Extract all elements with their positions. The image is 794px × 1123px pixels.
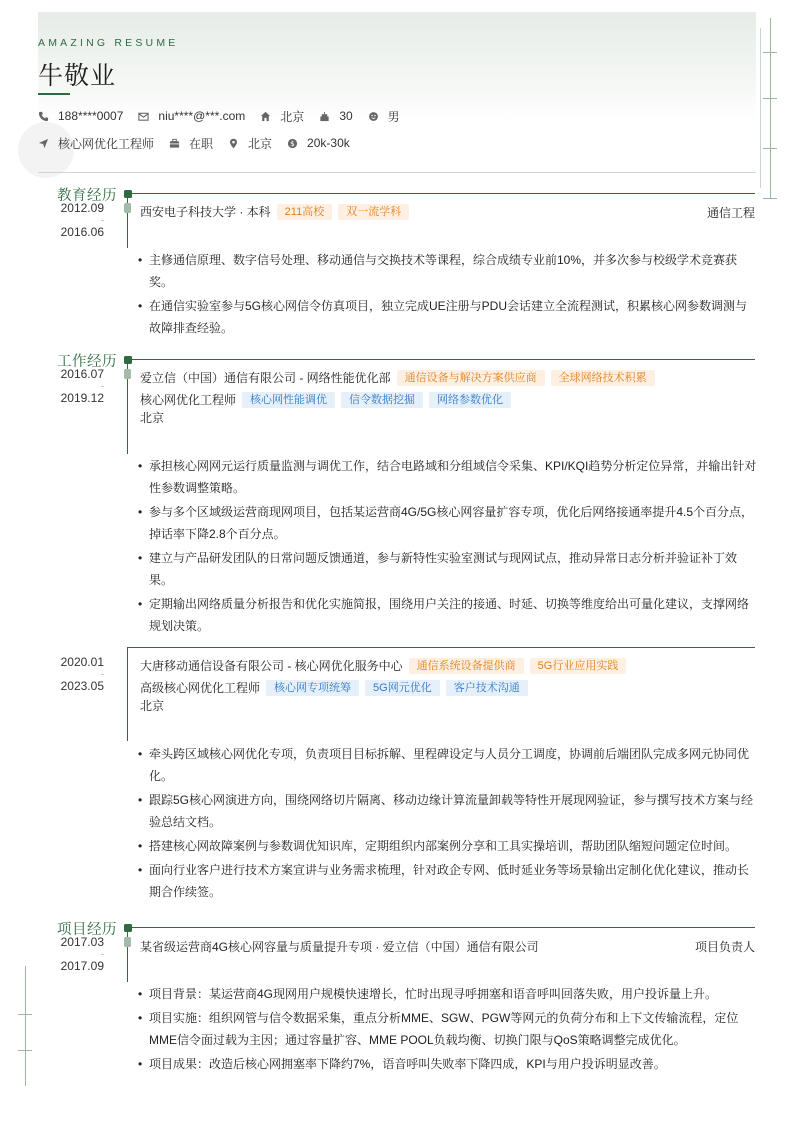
decor-tick [18, 1050, 32, 1051]
email-address: niu****@***.com [158, 109, 246, 123]
decor-tick [763, 198, 777, 199]
school-tag: 211高校 [277, 204, 333, 220]
company-tag: 全球网络技术积累 [551, 370, 655, 386]
target-city: 北京 [248, 136, 273, 151]
header-divider [38, 172, 756, 173]
age: 30 [339, 109, 353, 123]
decor-tick [763, 148, 777, 149]
major: 通信工程 [706, 206, 755, 220]
work-bullets [137, 743, 757, 905]
section-rule [128, 927, 755, 928]
skill-tag: 核心网专项统筹 [266, 680, 359, 696]
hometown: 北京 [280, 109, 305, 124]
expected-salary: 20k-30k [307, 136, 350, 150]
company-tag: 通信系统设备提供商 [409, 658, 524, 674]
company-tag: 5G行业应用实践 [530, 658, 627, 674]
project-start-date: 2017.03 [60, 935, 104, 949]
list-item: • 面向行业客户进行技术方案宣讲与业务需求梳理，针对政企专网、低时延业务等场景输出定制化优化建议，推动长期合作续签。 [137, 859, 757, 903]
list-item: • 参与多个区域级运营商现网项目，包括某运营商4G/5G核心网容量扩容专项，优化后网络接通率提升4.5个百分点，掉话率下降2.8个百分点。 [137, 501, 757, 545]
decor-tick [18, 1014, 32, 1015]
cake-icon [319, 111, 330, 122]
gender: 男 [387, 109, 400, 124]
list-item: • 跟踪5G核心网演进方向，围绕网络切片隔离、移动边缘计算流量卸载等特性开展现网验证，参与撰写技术方案与经验总结文档。 [137, 789, 757, 833]
send-icon [38, 138, 49, 149]
decor-line-right-inner [760, 28, 761, 188]
work-end-date: 2023.05 [60, 679, 104, 693]
list-item: • 搭建核心网故障案例与参数调优知识库，定期组织内部案例分享和工具实操培训，帮助团队缩短问题定位时间。 [137, 835, 757, 857]
date-separator: - [101, 949, 104, 959]
date-separator: - [101, 381, 104, 391]
section-marker [124, 190, 132, 198]
list-item: • 牵头跨区域核心网优化专项，负责项目目标拆解、里程碑设定与人员分工调度，协调前后端团队完成多网元协同优化。 [137, 743, 757, 787]
skill-tag: 核心网性能调优 [242, 392, 335, 408]
section-marker [124, 356, 132, 364]
decor-tick [763, 98, 777, 99]
job-intent-row [38, 135, 365, 151]
list-item: • 在通信实验室参与5G核心网信令仿真项目，独立完成UE注册与PDU会话建立全流程测试，积累核心网参数调测与故障排查经验。 [137, 295, 757, 339]
name-underline [38, 93, 70, 95]
company-row [140, 369, 655, 386]
briefcase-icon [169, 138, 180, 149]
project-name: 某省级运营商4G核心网容量与质量提升专项 · 爱立信（中国）通信有限公司 [140, 940, 539, 954]
location-pin-icon [228, 138, 239, 149]
skill-tag: 信令数据挖掘 [341, 392, 423, 408]
project-end-date: 2017.09 [60, 959, 104, 973]
decor-tick [763, 52, 777, 53]
list-item: • 项目成果：改造后核心网拥塞率下降约7%，语音呼叫失败率下降四成，KPI与用户投诉明显改善。 [137, 1053, 757, 1075]
company-row [140, 657, 626, 674]
gender-icon [368, 111, 379, 122]
phone-icon [38, 111, 49, 122]
salary-icon [287, 138, 298, 149]
target-position: 核心网优化工程师 [58, 136, 155, 151]
job-title: 高级核心网优化工程师 [140, 681, 261, 695]
timeline-marker [124, 369, 131, 379]
section-rule [128, 359, 755, 360]
education-start-date: 2012.09 [60, 201, 104, 215]
company-name: 大唐移动通信设备有限公司 - 核心网优化服务中心 [140, 659, 403, 673]
timeline-marker [124, 937, 131, 947]
list-item: • 主修通信原理、数字信号处理、移动通信与交换技术等课程，综合成绩专业前10%，并多次参与校级学术竞赛获奖。 [137, 249, 757, 293]
project-bullets [137, 983, 757, 1077]
list-item: • 定期输出网络质量分析报告和优化实施简报，围绕用户关注的接通、时延、切换等维度给出可量化建议，支撑网络规划决策。 [137, 593, 757, 637]
company-tag: 通信设备与解决方案供应商 [397, 370, 545, 386]
svg-text:$: $ [290, 138, 295, 148]
date-separator: - [101, 215, 104, 225]
date-separator: - [101, 669, 104, 679]
decor-line-left [25, 966, 26, 1086]
school-name: 西安电子科技大学 · 本科 [140, 205, 271, 219]
work-city: 北京 [140, 699, 165, 713]
timeline-marker [124, 203, 131, 213]
section-title-projects: 项目经历 [57, 922, 117, 938]
work-start-date: 2020.01 [60, 655, 104, 669]
education-title-row [140, 203, 409, 220]
skill-tag: 客户技术沟通 [446, 680, 528, 696]
role-row [140, 391, 511, 408]
work-end-date: 2019.12 [60, 391, 104, 405]
list-item: • 项目背景：某运营商4G现网用户规模快速增长，忙时出现寻呼拥塞和语音呼叫回落失败，用户投诉量上升。 [137, 983, 757, 1005]
section-marker [124, 924, 132, 932]
phone-number: 188****0007 [58, 109, 124, 123]
decor-line-right [770, 18, 771, 198]
list-item: • 建立与产品研发团队的日常问题反馈通道，参与新特性实验室测试与现网试点，推动异常日志分析并验证补丁效果。 [137, 547, 757, 591]
list-item: • 承担核心网网元运行质量监测与调优工作，结合电路域和分组域信令采集、KPI/KQI趋势分析定位异常，并输出针对性参数调整策略。 [137, 455, 757, 499]
timeline-bar [127, 647, 128, 741]
job-title: 核心网优化工程师 [140, 393, 237, 407]
entry-rule [127, 647, 755, 648]
candidate-name: 牛敬业 [38, 62, 117, 90]
skill-tag: 5G网元优化 [365, 680, 440, 696]
employment-status: 在职 [189, 136, 214, 151]
section-title-work: 工作经历 [57, 354, 117, 370]
resume-tagline: AMAZING RESUME [38, 37, 179, 49]
work-bullets [137, 455, 757, 639]
section-title-education: 教育经历 [57, 188, 117, 204]
work-start-date: 2016.07 [60, 367, 104, 381]
education-bullets [137, 249, 757, 341]
education-end-date: 2016.06 [60, 225, 104, 239]
home-icon [260, 111, 271, 122]
role-row [140, 679, 528, 696]
company-name: 爱立信（中国）通信有限公司 - 网络性能优化部 [140, 371, 391, 385]
list-item: • 项目实施：组织网管与信令数据采集，重点分析MME、SGW、PGW等网元的负荷分布和上下文传输流程，定位MME信令面过载为主因；通过容量扩容、MME POOL负载均衡、切换门限与QoS策略调整完成优化。 [137, 1007, 757, 1051]
section-rule [128, 193, 755, 194]
skill-tag: 网络参数优化 [429, 392, 511, 408]
school-tag: 双一流学科 [338, 204, 409, 220]
mail-icon [138, 111, 149, 122]
contact-row [38, 108, 415, 124]
work-city: 北京 [140, 411, 165, 425]
project-role: 项目负责人 [694, 940, 755, 954]
